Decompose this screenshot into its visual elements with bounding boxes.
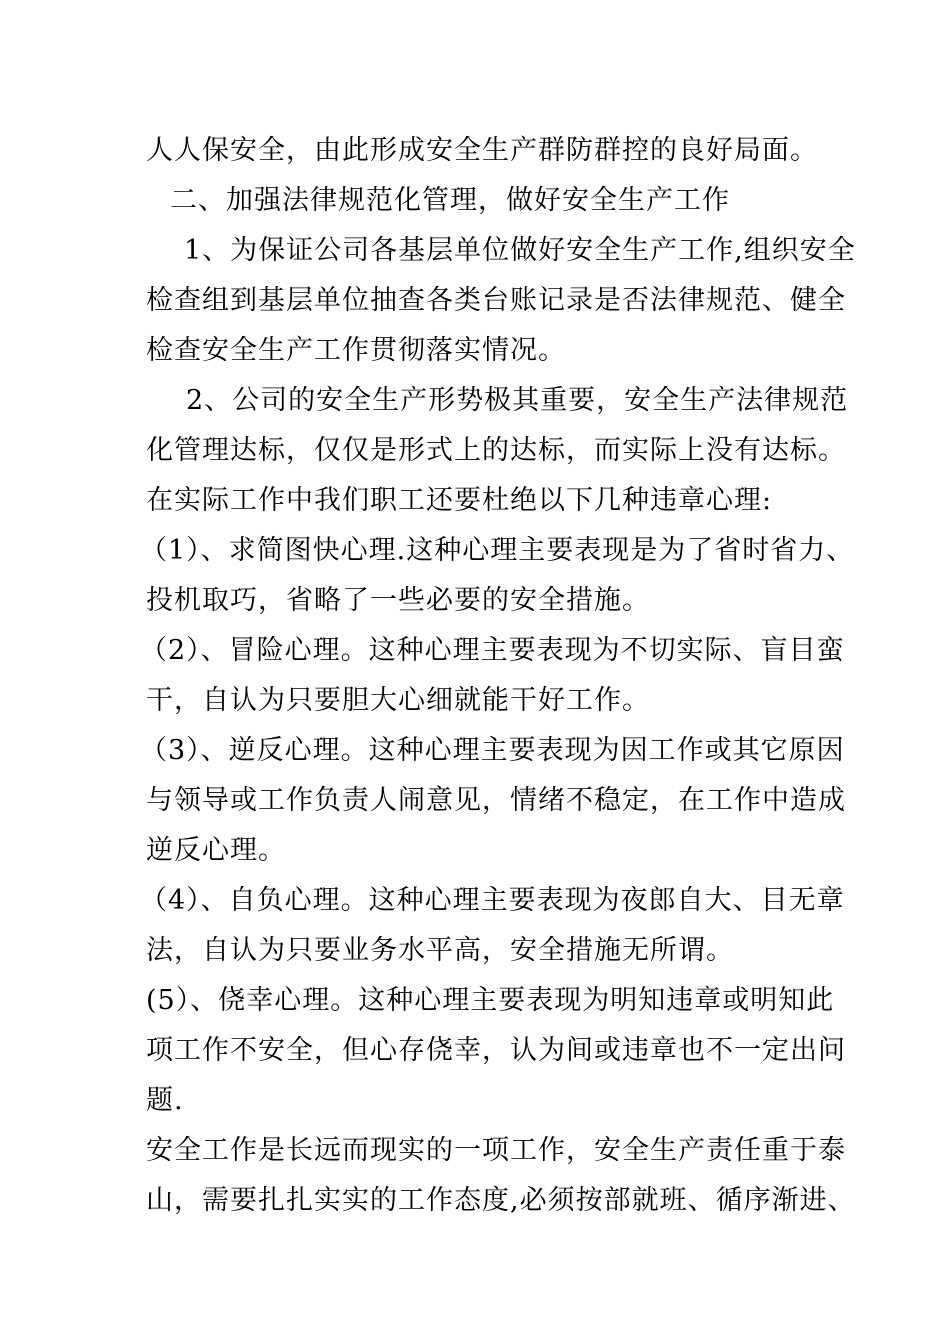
list-item-line: （4）、自负心理。这种心理主要表现为夜郎自大、目无章 (140, 885, 845, 916)
list-item-line: （3）、逆反心理。这种心理主要表现为因工作或其它原因 (140, 735, 845, 766)
paragraph-line: 检查组到基层单位抽查各类台账记录是否法律规范、健全 (146, 285, 846, 316)
list-item-line: （2）、冒险心理。这种心理主要表现为不切实际、盲目蛮 (140, 635, 845, 666)
list-item-line: (5）、侥幸心理。这种心理主要表现为明知违章或明知此 (146, 985, 835, 1016)
paragraph-line: 人人保安全，由此形成安全生产群防群控的良好局面。 (146, 135, 818, 166)
list-item-line: 题. (146, 1085, 184, 1116)
list-item-line: 干，自认为只要胆大心细就能干好工作。 (146, 685, 650, 716)
list-item-line: 项工作不安全，但心存侥幸，认为间或违章也不一定出问 (146, 1035, 846, 1066)
list-item-line: 投机取巧，省略了一些必要的安全措施。 (146, 585, 650, 616)
list-item-line: 逆反心理。 (146, 835, 286, 866)
paragraph-line: 检查安全生产工作贯彻落实情况。 (146, 335, 566, 366)
paragraph-line: 化管理达标，仅仅是形式上的达标，而实际上没有达标。 (146, 435, 846, 466)
section-heading: 二、加强法律规范化管理，做好安全生产工作 (170, 185, 730, 216)
document-body (140, 126, 856, 1226)
paragraph-line: 2、公司的安全生产形势极其重要，安全生产法律规范 (186, 385, 849, 416)
paragraph-line: 安全工作是长远而现实的一项工作，安全生产责任重于泰 (146, 1135, 846, 1166)
paragraph-line: 在实际工作中我们职工还要杜绝以下几种违章心理: (146, 485, 773, 516)
paragraph-line: 山，需要扎扎实实的工作态度,必须按部就班、循序渐进、 (146, 1185, 856, 1216)
paragraph-line: 1、为保证公司各基层单位做好安全生产工作,组织安全 (184, 235, 856, 266)
list-item-line: 与领导或工作负责人闹意见，情绪不稳定，在工作中造成 (146, 785, 846, 816)
list-item-line: 法，自认为只要业务水平高，安全措施无所谓。 (146, 935, 734, 966)
list-item-line: （1）、求简图快心理.这种心理主要表现是为了省时省力、 (140, 535, 855, 566)
